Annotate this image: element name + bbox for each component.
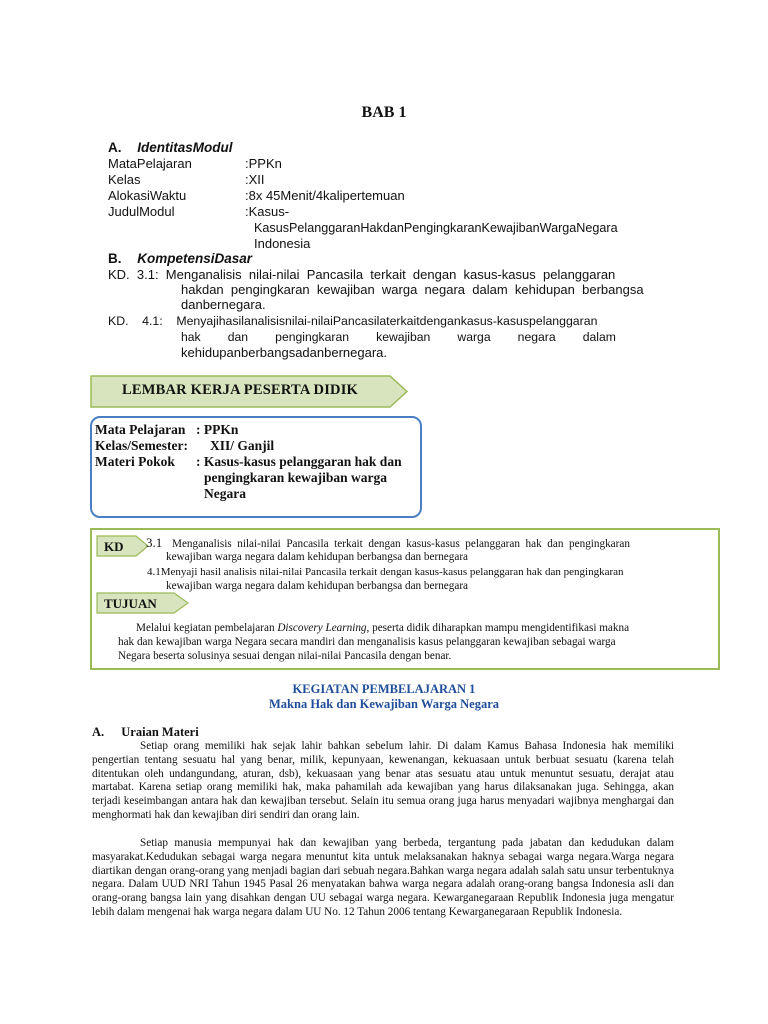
row-label-kelas: Kelas	[108, 172, 141, 187]
kd-tag	[96, 535, 148, 557]
kd2-line: kehidupanberbangsadanbernegara.	[181, 345, 388, 360]
banner-title: LEMBAR KERJA PESERTA DIDIK	[121, 382, 359, 398]
kelas-value: XII/ Ganjil	[210, 438, 275, 453]
row-label-judul: JudulModul	[108, 204, 175, 219]
row-value-waktu: :8x 45Menit/4kalipertemuan	[245, 188, 405, 203]
kd1-line: KD. 3.1: Menganalisis nilai-nilai Pancasila terkait dengan kasus-kasus pelanggaran	[108, 267, 616, 282]
kd31-line: kewajiban warga negara dalam kehidupan berbangsa dan bernegara	[166, 551, 469, 563]
materi-value: : Kasus-kasus pelanggaran hak dan	[196, 454, 402, 469]
kd41-line: 4.1Menyaji hasil analisis nilai-nilai Pancasila terkait dengan kasus-kasus pelanggaran hak dan pengingkaran	[147, 566, 624, 578]
mapel-label: Mata Pelajaran	[95, 422, 186, 437]
row-value-judul: :Kasus-	[245, 204, 290, 219]
kd1-line: danbernegara.	[181, 297, 266, 312]
uraian-title: Uraian Materi	[121, 725, 199, 739]
tujuan-tag	[96, 592, 188, 614]
lkpd-info-box	[90, 416, 422, 518]
kd2-line: hak dan pengingkaran kewajiban warga negara dalam	[181, 330, 616, 344]
uraian-heading	[92, 725, 199, 740]
paragraph-text: Setiap manusia mempunyai hak dan kewajiban yang berbeda, tergantung pada jabatan dan kedudukan dalam masyarakat.Kedudukan sebagai warga negara menuntut kita untuk melaksanakan haknya sebagai warga negara.Warga negara diartikan dengan orang-orang yang menjadi bagian dari sebuah negara.Bahkan warga negara adalah salah satu unsur terbentuknya negara. Dalam UUD NRI Tahun 1945 Pasal 26 menyatakan bahwa warga negara adalah orang-orang bangsa Indonesia asli dan orang-orang bangsa lain yang disahkan dengan UU sebagai warga negara. Kewarganegaraan Republik Indonesia juga mengatur lebih dalam mengenai hak warga negara dalam UU No. 12 Tahun 2006 tentang Kewarganegaraan Republik Indonesia.	[92, 837, 674, 918]
materi-value: pengingkaran kewajiban warga	[204, 470, 388, 485]
tujuan-line	[136, 622, 710, 636]
kompetensi-title: KompetensiDasar	[137, 251, 253, 266]
tujuan-line: hak dan kewajiban warga Negara secara mandiri dan menganalisis kasus pelanggaran kewajiban sebagai warga	[118, 636, 616, 648]
kd31-number: 3.1	[146, 535, 163, 550]
row-label-waktu: AlokasiWaktu	[108, 188, 187, 203]
kd41-line: kewajiban warga negara dalam kehidupan berbangsa dan bernegara	[166, 580, 469, 592]
lkpd-banner	[90, 375, 408, 407]
row-value-kelas: :XII	[245, 172, 265, 187]
kompetensi-letter: B.	[108, 251, 122, 266]
materi-value: Negara	[204, 486, 246, 501]
chapter-title: BAB 1	[361, 104, 407, 121]
uraian-paragraph-2	[92, 837, 674, 920]
kompetensi-heading	[108, 251, 252, 266]
identitas-title: IdentitasModul	[137, 140, 233, 155]
materi-label: Materi Pokok	[95, 454, 175, 469]
mapel-value: : PPKn	[196, 422, 239, 437]
kelas-label: Kelas/Semester:	[95, 438, 188, 453]
kd-tag-label: KD	[104, 539, 124, 554]
uraian-letter: A.	[92, 725, 105, 739]
identitas-heading	[108, 140, 233, 155]
tujuan-line: Negara beserta solusinya sesuai dengan nilai-nilai Pancasila dengan benar.	[118, 650, 452, 662]
tujuan-text: , peserta didik diharapkan mampu mengidentifikasi makna	[366, 622, 630, 634]
row-value-mapel: :PPKn	[245, 156, 282, 171]
kd2-line: KD. 4.1: Menyajihasilanalisisnilai-nilaiPancasilaterkaitdengankasus-kasuspelanggaran	[108, 314, 598, 328]
kd1-line: hakdan pengingkaran kewajiban warga negara dalam kehidupan berbangsa	[181, 282, 644, 297]
tujuan-method: Discovery Learning	[277, 622, 367, 634]
kegiatan-subtitle: Makna Hak dan Kewajiban Warga Negara	[269, 697, 499, 711]
kd-tujuan-box	[90, 528, 720, 670]
identitas-letter: A.	[108, 140, 122, 155]
tujuan-tag-label: TUJUAN	[104, 596, 157, 611]
kegiatan-title: KEGIATAN PEMBELAJARAN 1	[292, 682, 476, 696]
judul-continuation-2: Indonesia	[254, 236, 311, 251]
kd31-line: Menganalisis nilai-nilai Pancasila terkait dengan kasus-kasus pelanggaran hak dan pengingkaran	[172, 538, 630, 550]
paragraph-text: Setiap orang memiliki hak sejak lahir bahkan sebelum lahir. Di dalam Kamus Bahasa Indonesia hak memiliki pengertian tentang sesuatu hal yang benar, milik, kepunyaan, kewenangan, kekuasaan untuk berbuat sesuatu (karena telah ditentukan oleh undangundang, aturan, dsb), kekuasaan yang benar atas sesuatu atau untuk menuntut sesuatu, derajat atau martabat. Karena setiap orang memiliki hak, maka pahamilah ada kewajiban yang harus dilaksanakan juga. Sehingga, akan terjadi keseimbangan antara hak dan kewajiban tersebut. Selain itu semua orang juga harus menyadari wajibnya menghargai dan menghormati hak dan kewajiban diri sendiri dan orang lain.	[92, 740, 674, 821]
row-label-mapel: MataPelajaran	[108, 156, 192, 171]
uraian-paragraph-1	[92, 740, 674, 823]
tujuan-text: Melalui kegiatan pembelajaran	[136, 622, 278, 634]
judul-continuation: KasusPelanggaranHakdanPengingkaranKewajibanWargaNegara	[254, 221, 618, 235]
